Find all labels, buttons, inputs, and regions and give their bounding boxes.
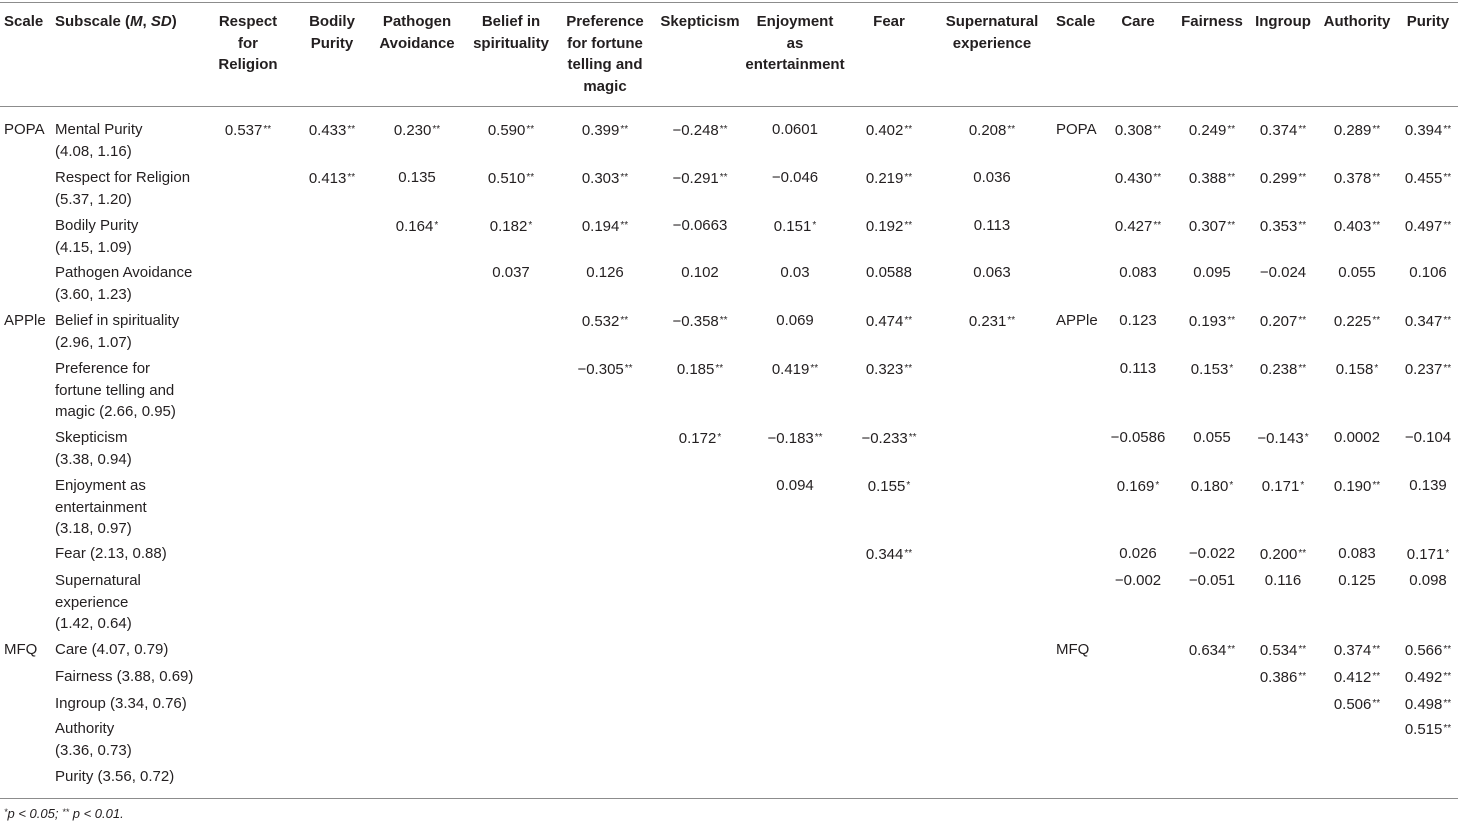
- table-cell: 0.208**: [968, 122, 1016, 139]
- table-cell: 0.098: [1409, 572, 1447, 589]
- column-header-b-1: Care: [1121, 13, 1155, 30]
- table-cell: −0.002: [1114, 572, 1162, 589]
- table-cell: 0.155*: [867, 478, 911, 495]
- table-cell: −0.358**: [672, 313, 728, 330]
- table-cell: 0.036: [973, 169, 1011, 186]
- table-cell: 0.374**: [1259, 122, 1307, 139]
- table-cell: 0.299**: [1259, 170, 1307, 187]
- subscale-label: Fear (2.13, 0.88): [55, 545, 167, 562]
- header-scale: Scale: [4, 13, 44, 30]
- table-cell: 0.055: [1338, 264, 1376, 281]
- header-rule: [0, 106, 1458, 107]
- subscale-label: Mental Purity (4.08, 1.16): [55, 121, 143, 160]
- table-cell: 0.413**: [308, 170, 356, 187]
- table-cell: 0.515**: [1404, 721, 1452, 738]
- table-cell: −0.024: [1259, 264, 1307, 281]
- table-cell: 0.430**: [1114, 170, 1162, 187]
- subscale-label: Enjoyment as entertainment (3.18, 0.97): [55, 477, 147, 537]
- column-header-a-1: Respect for Religion: [218, 13, 278, 73]
- subscale-label: Pathogen Avoidance (3.60, 1.23): [55, 264, 193, 303]
- table-cell: 0.394**: [1404, 122, 1452, 139]
- table-top-rule: [0, 2, 1458, 3]
- table-cell: 0.353**: [1259, 218, 1307, 235]
- table-cell: 0.123: [1119, 312, 1157, 329]
- table-cell: 0.497**: [1404, 218, 1452, 235]
- table-cell: 0.510**: [487, 170, 535, 187]
- table-cell: 0.534**: [1259, 642, 1307, 659]
- subscale-label: Bodily Purity (4.15, 1.09): [55, 217, 139, 256]
- table-cell: 0.634**: [1188, 642, 1236, 659]
- table-cell: 0.386**: [1259, 669, 1307, 686]
- table-cell: 0.083: [1338, 545, 1376, 562]
- scale-label: POPA: [4, 121, 45, 138]
- table-cell: 0.419**: [771, 361, 819, 378]
- table-cell: 0.412**: [1333, 669, 1381, 686]
- table-cell: 0.537**: [224, 122, 272, 139]
- table-cell: 0.388**: [1188, 170, 1236, 187]
- table-cell: 0.172*: [678, 430, 722, 447]
- table-cell: 0.095: [1193, 264, 1231, 281]
- table-cell: 0.399**: [581, 122, 629, 139]
- column-header-b-3: Ingroup: [1255, 13, 1311, 30]
- table-cell: 0.566**: [1404, 642, 1452, 659]
- subscale-label: Respect for Religion (5.37, 1.20): [55, 169, 191, 208]
- table-cell: 0.0601: [772, 121, 818, 138]
- table-cell: 0.180*: [1190, 478, 1234, 495]
- table-cell: 0.506**: [1333, 696, 1381, 713]
- column-header-a-2: Bodily Purity: [309, 13, 355, 52]
- table-cell: 0.249**: [1188, 122, 1236, 139]
- column-header-a-6: Skepticism: [660, 13, 740, 30]
- header-scale-2: Scale: [1056, 13, 1096, 30]
- table-cell: 0.492**: [1404, 669, 1452, 686]
- table-cell: 0.063: [973, 264, 1011, 281]
- table-cell: 0.219**: [865, 170, 913, 187]
- table-cell: 0.200**: [1259, 546, 1307, 563]
- table-cell: 0.194**: [581, 218, 629, 235]
- table-cell: 0.153*: [1190, 361, 1234, 378]
- table-cell: 0.106: [1409, 264, 1447, 281]
- table-cell: 0.590**: [487, 122, 535, 139]
- table-cell: 0.498**: [1404, 696, 1452, 713]
- table-cell: −0.291**: [672, 170, 728, 187]
- table-cell: 0.182*: [489, 218, 533, 235]
- table-cell: 0.151*: [773, 218, 817, 235]
- subscale-label: Skepticism (3.38, 0.94): [55, 429, 132, 468]
- column-header-a-4: Belief in spirituality: [473, 13, 549, 52]
- table-cell: 0.308**: [1114, 122, 1162, 139]
- subscale-label: Ingroup (3.34, 0.76): [55, 695, 187, 712]
- subscale-label: Fairness (3.88, 0.69): [55, 668, 194, 685]
- table-cell: 0.094: [776, 477, 814, 494]
- table-footnote: *p < 0.05; ** p < 0.01.: [4, 806, 124, 821]
- column-header-b-5: Purity: [1406, 13, 1450, 30]
- table-cell: 0.374**: [1333, 642, 1381, 659]
- table-cell: 0.026: [1119, 545, 1157, 562]
- column-header-a-5: Preference for fortune telling and magic: [566, 13, 644, 95]
- table-cell: 0.102: [681, 264, 719, 281]
- table-cell: 0.113: [1119, 360, 1157, 377]
- table-cell: 0.164*: [395, 218, 439, 235]
- table-cell: 0.474**: [865, 313, 913, 330]
- table-cell: 0.190**: [1333, 478, 1381, 495]
- table-cell: 0.135: [398, 169, 436, 186]
- header-subscale: Subscale (M, SD): [55, 13, 177, 30]
- scale-label-2: MFQ: [1056, 641, 1090, 658]
- table-cell: 0.307**: [1188, 218, 1236, 235]
- table-cell: 0.225**: [1333, 313, 1381, 330]
- table-cell: 0.113: [973, 217, 1011, 234]
- table-cell: 0.055: [1193, 429, 1231, 446]
- column-header-b-4: Authority: [1323, 13, 1391, 30]
- table-cell: 0.126: [586, 264, 624, 281]
- table-cell: −0.104: [1404, 429, 1452, 446]
- table-cell: 0.037: [492, 264, 530, 281]
- table-cell: 0.433**: [308, 122, 356, 139]
- table-cell: 0.323**: [865, 361, 913, 378]
- table-bottom-rule: [0, 798, 1458, 799]
- table-cell: 0.230**: [393, 122, 441, 139]
- table-cell: −0.046: [771, 169, 819, 186]
- subscale-label: Authority (3.36, 0.73): [55, 720, 132, 759]
- subscale-label: Belief in spirituality (2.96, 1.07): [55, 312, 180, 351]
- table-cell: −0.0586: [1110, 429, 1166, 446]
- subscale-label: Purity (3.56, 0.72): [55, 768, 175, 785]
- table-cell: 0.532**: [581, 313, 629, 330]
- table-cell: 0.185**: [676, 361, 724, 378]
- table-cell: −0.0663: [672, 217, 728, 234]
- table-cell: −0.051: [1188, 572, 1236, 589]
- table-cell: 0.231**: [968, 313, 1016, 330]
- table-cell: 0.171*: [1261, 478, 1305, 495]
- table-cell: 0.403**: [1333, 218, 1381, 235]
- table-cell: −0.248**: [672, 122, 728, 139]
- table-cell: 0.03: [780, 264, 810, 281]
- table-cell: 0.289**: [1333, 122, 1381, 139]
- table-cell: 0.192**: [865, 218, 913, 235]
- table-cell: 0.207**: [1259, 313, 1307, 330]
- table-cell: 0.158*: [1335, 361, 1379, 378]
- table-cell: 0.344**: [865, 546, 913, 563]
- subscale-label: Supernatural experience (1.42, 0.64): [55, 572, 141, 632]
- table-cell: 0.402**: [865, 122, 913, 139]
- table-cell: 0.069: [776, 312, 814, 329]
- column-header-a-9: Supernatural experience: [945, 13, 1039, 52]
- table-cell: −0.305**: [577, 361, 633, 378]
- table-cell: 0.347**: [1404, 313, 1452, 330]
- subscale-label: Care (4.07, 0.79): [55, 641, 169, 658]
- table-cell: 0.455**: [1404, 170, 1452, 187]
- table-cell: 0.0588: [866, 264, 912, 281]
- table-cell: 0.378**: [1333, 170, 1381, 187]
- table-cell: 0.139: [1409, 477, 1447, 494]
- table-cell: 0.237**: [1404, 361, 1452, 378]
- table-cell: 0.125: [1338, 572, 1376, 589]
- table-cell: −0.233**: [861, 430, 917, 447]
- table-cell: 0.0002: [1334, 429, 1380, 446]
- scale-label: MFQ: [4, 641, 38, 658]
- table-cell: −0.022: [1188, 545, 1236, 562]
- scale-label-2: POPA: [1056, 121, 1097, 138]
- scale-label-2: APPle: [1056, 312, 1098, 329]
- table-cell: 0.238**: [1259, 361, 1307, 378]
- subscale-label: Preference for fortune telling and magic (2.66, 0.95): [55, 360, 176, 420]
- table-cell: 0.169*: [1116, 478, 1160, 495]
- table-cell: 0.427**: [1114, 218, 1162, 235]
- scale-label: APPle: [4, 312, 46, 329]
- table-cell: −0.143*: [1257, 430, 1309, 447]
- column-header-a-7: Enjoyment as entertainment: [745, 13, 845, 73]
- column-header-a-8: Fear: [873, 13, 905, 30]
- column-header-b-2: Fairness: [1181, 13, 1243, 30]
- table-cell: 0.083: [1119, 264, 1157, 281]
- table-cell: 0.303**: [581, 170, 629, 187]
- table-cell: −0.183**: [767, 430, 823, 447]
- table-cell: 0.171*: [1406, 546, 1450, 563]
- column-header-a-3: Pathogen Avoidance: [379, 13, 455, 52]
- table-cell: 0.116: [1264, 572, 1302, 589]
- table-cell: 0.193**: [1188, 313, 1236, 330]
